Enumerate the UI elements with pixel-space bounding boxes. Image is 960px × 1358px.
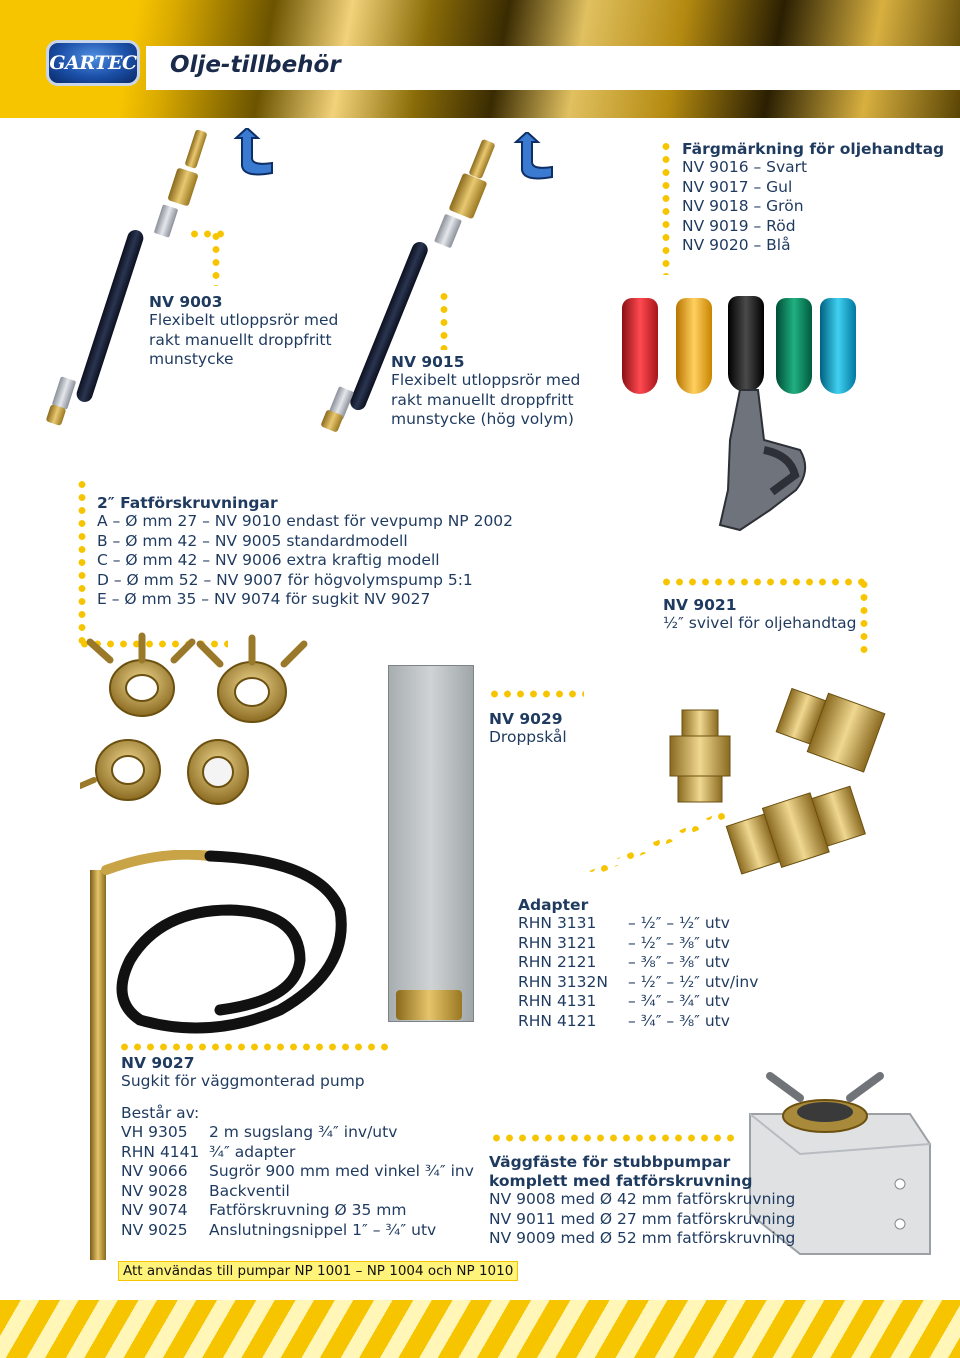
- nv9015-line-1: Flexibelt utloppsrör med: [391, 371, 581, 389]
- nv9015-code: NV 9015: [391, 353, 465, 371]
- fitting-item: D – Ø mm 52 – NV 9007 för högvolymspump 5:1: [97, 570, 473, 589]
- adapter-row: RHN 4131 – ¾″ – ¾″ utv: [518, 992, 730, 1010]
- color-item: NV 9020 – Blå: [682, 236, 791, 254]
- nv9029-code: NV 9029: [489, 710, 563, 728]
- fittings-image: [80, 630, 320, 820]
- nv9003-text: [149, 293, 338, 370]
- adapter-row: RHN 3132N – ½″ – ½″ utv/inv: [518, 972, 759, 991]
- footer-stripes: [0, 1300, 960, 1358]
- wall-bracket-heading-1: Väggfäste för stubbpumpar: [489, 1153, 731, 1171]
- nv9003-line-3: munstycke: [149, 350, 234, 368]
- grip-blue: [820, 298, 856, 394]
- dots-nv9027-h: [118, 1043, 388, 1051]
- dots-fittings-v: [78, 478, 86, 646]
- dots-nv9029-h: [488, 690, 584, 698]
- dots-color-v: [662, 140, 670, 275]
- nv9015-text: [391, 353, 580, 430]
- dots-nv9021-h: [660, 578, 868, 586]
- adapter-row: RHN 3121 – ½″ – ⅜″ utv: [518, 933, 730, 952]
- part-row: RHN 4141 ¾″ adapter: [121, 1142, 296, 1161]
- nv9027-consists-label: Består av:: [121, 1103, 200, 1122]
- nv9021-desc: ½″ svivel för oljehandtag: [663, 614, 857, 632]
- nv9003-image: [40, 130, 220, 430]
- nv9003-line-2: rakt manuellt droppfritt: [149, 330, 332, 349]
- color-coding-heading: Färgmärkning för oljehandtag: [682, 140, 945, 158]
- wall-bracket-item: NV 9009 med Ø 52 mm fatförskruvning: [489, 1229, 796, 1247]
- fitting-item: C – Ø mm 42 – NV 9006 extra kraftig modell: [97, 551, 440, 569]
- drip-tray-image: [388, 665, 474, 1022]
- adapter-block: [518, 896, 758, 1031]
- fittings-heading: 2″ Fatförskruvningar: [97, 494, 278, 512]
- color-item: NV 9017 – Gul: [682, 177, 793, 196]
- wall-bracket-heading-2: komplett med fatförskruvning: [489, 1172, 753, 1190]
- gartec-logo: GARTEC: [46, 40, 140, 86]
- dots-nv9015-v: [440, 290, 448, 350]
- nv9003-line-1: Flexibelt utloppsrör med: [149, 311, 339, 329]
- part-row: NV 9066 Sugrör 900 mm med vinkel ¾″ inv: [121, 1162, 474, 1180]
- adapter-row: RHN 4121 – ¾″ – ⅜″ utv: [518, 1011, 730, 1030]
- dots-bracket-h: [490, 1134, 740, 1142]
- grip-black: [728, 296, 764, 392]
- adapter-row: RHN 3131 – ½″ – ½″ utv: [518, 914, 730, 932]
- color-item: NV 9016 – Svart: [682, 158, 808, 176]
- rotate-arrow-icon: [232, 128, 282, 183]
- dots-nv9003-v: [212, 230, 220, 286]
- adapters-image: [660, 680, 890, 880]
- nv9027-code: NV 9027: [121, 1054, 195, 1072]
- adapter-row: RHN 2121 – ⅜″ – ⅜″ utv: [518, 953, 730, 971]
- oil-handle-image: [700, 380, 820, 540]
- color-item: NV 9019 – Röd: [682, 216, 796, 235]
- dots-nv9021-v: [860, 578, 868, 656]
- nv9021-code: NV 9021: [663, 596, 737, 614]
- part-row: NV 9025 Anslutningsnippel 1″ – ¾″ utv: [121, 1220, 437, 1239]
- suction-hose-image: [100, 850, 360, 1050]
- part-row: NV 9028 Backventil: [121, 1181, 290, 1200]
- wall-bracket-item: NV 9008 med Ø 42 mm fatförskruvning: [489, 1190, 796, 1208]
- nv9027-desc: Sugkit för väggmonterad pump: [121, 1072, 365, 1090]
- color-item: NV 9018 – Grön: [682, 197, 804, 215]
- color-coding-block: [682, 140, 944, 256]
- nv9027-block: [121, 1054, 474, 1240]
- part-row: NV 9074 Fatförskruvning Ø 35 mm: [121, 1201, 407, 1219]
- usage-notice: Att användas till pumpar NP 1001 – NP 1004 och NP 1010: [118, 1261, 518, 1281]
- rotate-arrow-icon: [512, 132, 562, 187]
- nv9029-desc: Droppskål: [489, 728, 567, 746]
- fittings-block: [97, 494, 513, 610]
- grip-red: [622, 298, 658, 394]
- part-row: VH 9305 2 m sugslang ¾″ inv/utv: [121, 1123, 398, 1141]
- nv9021-text: [663, 596, 857, 634]
- nv9029-text: [489, 710, 567, 748]
- nv9015-line-3: munstycke (hög volym): [391, 410, 574, 428]
- adapter-heading: Adapter: [518, 896, 589, 914]
- wall-bracket-block: [489, 1153, 795, 1249]
- page-title: Olje-tillbehör: [170, 52, 341, 78]
- fitting-item: B – Ø mm 42 – NV 9005 standardmodell: [97, 531, 408, 550]
- nv9003-code: NV 9003: [149, 293, 223, 311]
- wall-bracket-item: NV 9011 med Ø 27 mm fatförskruvning: [489, 1209, 796, 1228]
- fitting-item: E – Ø mm 35 – NV 9074 för sugkit NV 9027: [97, 590, 431, 608]
- nv9015-line-2: rakt manuellt droppfritt: [391, 390, 574, 409]
- drip-tray-cup: [396, 990, 462, 1020]
- fitting-item: A – Ø mm 27 – NV 9010 endast för vevpump NP 2002: [97, 512, 514, 530]
